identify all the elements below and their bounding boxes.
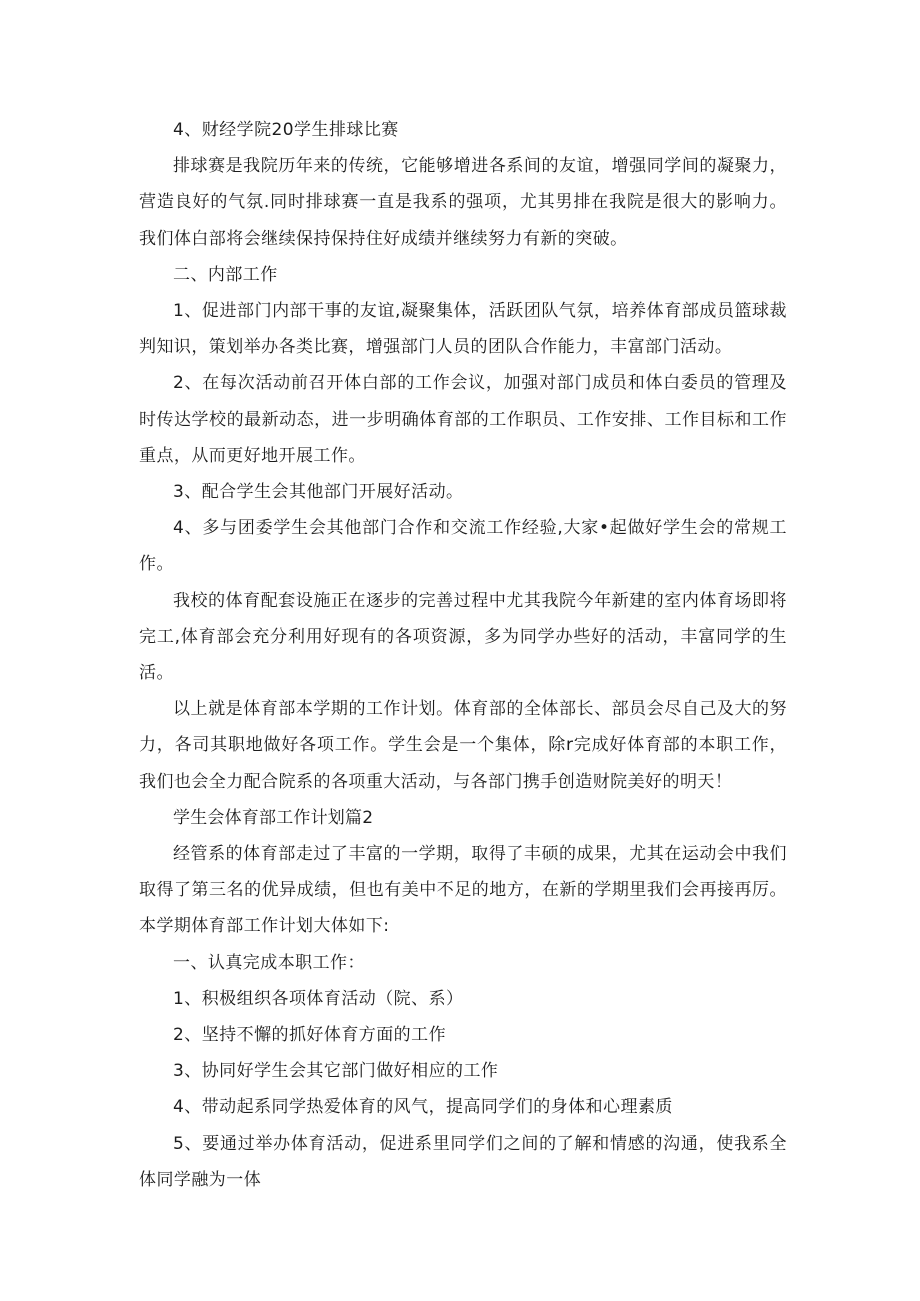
section-heading-internal-work: 二、内部工作 xyxy=(173,264,278,285)
section-heading-volleyball: 4、财经学院20学生排球比赛 xyxy=(173,120,399,140)
list-item-duty-5: 5、要通过举办体育活动，促进系里同学们之间的了解和情感的沟通，使我系全体同学融为一体 xyxy=(139,1133,787,1190)
section-heading-duties: 一、认真完成本职工作： xyxy=(173,952,365,973)
document-body xyxy=(139,112,787,1198)
list-item-duty-4: 4、带动起系同学热爱体育的风气，提高同学们的身体和心理素质 xyxy=(173,1097,673,1118)
list-item-internal-4: 4、多与团委学生会其他部门合作和交流工作经验,大家•起做好学生会的常规工作。 xyxy=(139,518,787,575)
list-item-duty-2: 2、坚持不懈的抓好体育方面的工作 xyxy=(173,1025,447,1046)
list-item-duty-1: 1、积极组织各项体育活动（院、系） xyxy=(173,988,464,1009)
list-item-internal-3: 3、配合学生会其他部门开展好活动。 xyxy=(173,482,464,503)
list-item-duty-3: 3、协同好学生会其它部门做好相应的工作 xyxy=(173,1061,499,1082)
list-item-internal-1: 1、促进部门内部干事的友谊,凝聚集体，活跃团队气氛，培养体育部成员篮球裁判知识，策划举办各类比赛，增强部门人员的团队合作能力，丰富部门活动。 xyxy=(139,301,787,358)
document-section-title: 学生会体育部工作计划篇2 xyxy=(173,807,374,828)
paragraph-facilities: 我校的体育配套设施正在逐步的完善过程中尤其我院今年新建的室内体育场即将完工,体育部会充分利用好现有的各项资源，多为同学办些好的活动，丰富同学的生活。 xyxy=(139,590,787,684)
paragraph-introduction: 经管系的体育部走过了丰富的一学期，取得了丰硕的成果，尤其在运动会中我们取得了第三名的优异成绩，但也有美中不足的地方，在新的学期里我们会再接再厉。本学期体育部工作计划大体如下: xyxy=(139,844,787,937)
list-item-internal-2: 2、在每次活动前召开体白部的工作会议，加强对部门成员和体白委员的管理及时传达学校的最新动态，进一步明确体育部的工作职员、工作安排、工作目标和工作重点，从而更好地开展工作。 xyxy=(139,373,787,466)
paragraph-summary: 以上就是体育部本学期的工作计划。体育部的全体部长、部员会尽自己及大的努力，各司其职地做好各项工作。学生会是一个集体，除r完成好体育部的本职工作，我们也会全力配合院系的各项重大活动，与各部门携手创造财院美好的明天！ xyxy=(139,699,787,792)
paragraph-volleyball-description: 排球赛是我院历年来的传统，它能够增进各系间的友谊，增强同学间的凝聚力，营造良好的气氛.同时排球赛一直是我系的强项，尤其男排在我院是很大的影响力。我们体白部将会继续保持保持住好成绩并继续努力有新的突破。 xyxy=(139,156,787,249)
